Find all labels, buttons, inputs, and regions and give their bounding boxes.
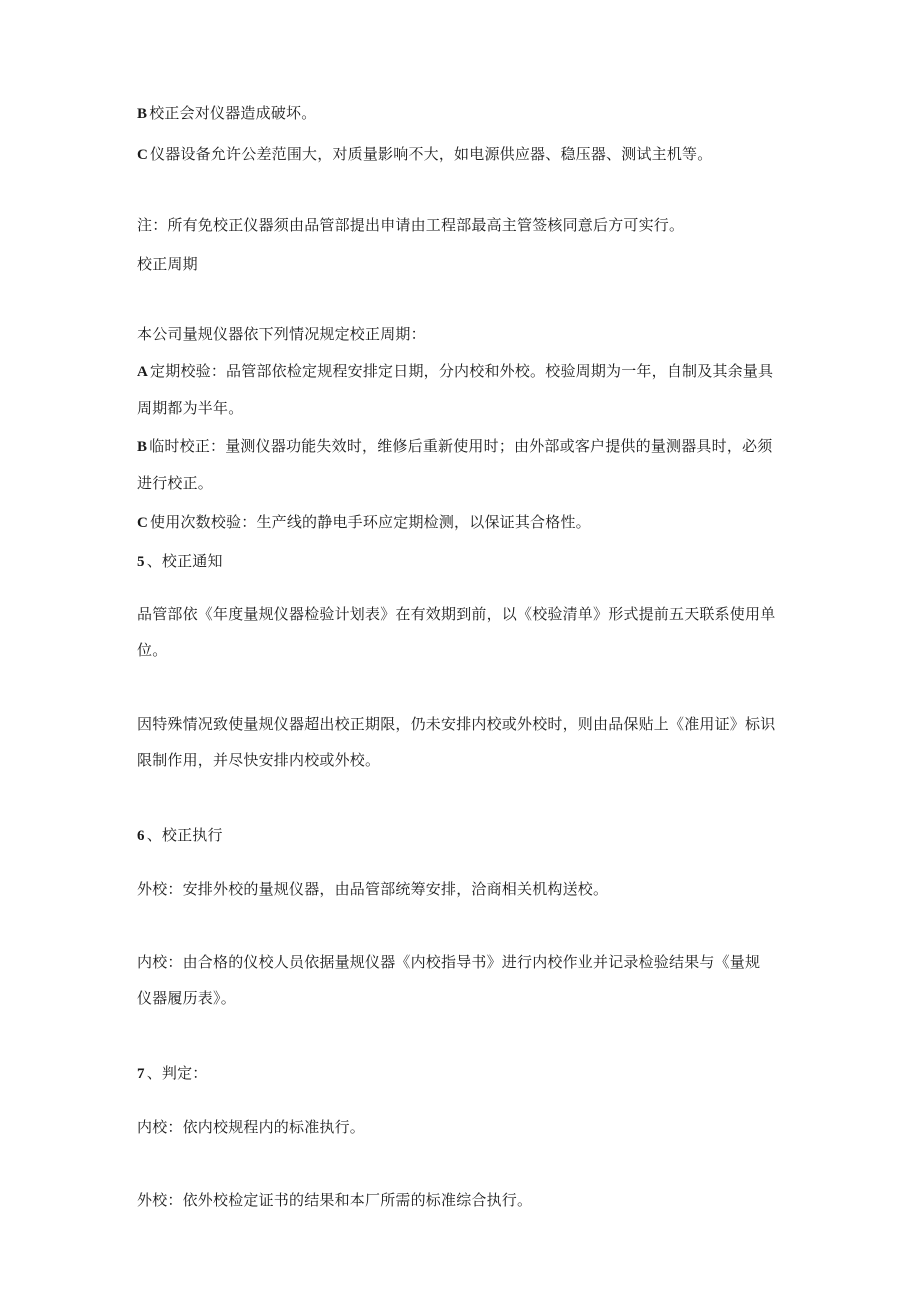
item-text: 仪器设备允许公差范围大，对质量影响不大，如电源供应器、稳压器、测试主机等。 xyxy=(150,145,713,163)
section-title: 、校正通知 xyxy=(146,552,223,570)
section-number: 6 xyxy=(137,828,145,844)
cycle-b-line2: 进行校正。 xyxy=(137,474,214,492)
cycle-b-line1 xyxy=(137,437,787,457)
item-marker: C xyxy=(137,515,149,531)
item-b-destructive xyxy=(137,104,787,124)
item-text: 校正会对仪器造成破坏。 xyxy=(149,104,317,122)
exec-internal-line1: 内校：由合格的仪校人员依据量规仪器《内校指导书》进行内校作业并记录检验结果与《量规 xyxy=(137,953,761,971)
judge-external: 外校：依外校检定证书的结果和本厂所需的标准综合执行。 xyxy=(137,1191,533,1209)
heading-calibration-cycle: 校正周期 xyxy=(137,255,198,273)
item-marker: A xyxy=(137,364,149,380)
item-text: 临时校正：量测仪器功能失效时，维修后重新使用时；由外部或客户提供的量测器具时，必须 xyxy=(149,437,773,455)
item-c-tolerance xyxy=(137,145,787,165)
section-number: 7 xyxy=(137,1066,145,1082)
note-exemption: 注：所有免校正仪器须由品管部提出申请由工程部最高主管签核同意后方可实行。 xyxy=(137,216,685,234)
cycle-a-line2: 周期都为半年。 xyxy=(137,399,244,417)
cycle-intro: 本公司量规仪器依下列情况规定校正周期： xyxy=(137,325,426,343)
item-marker: C xyxy=(137,147,149,163)
notice-p2-line2: 限制作用，并尽快安排内校或外校。 xyxy=(137,751,381,769)
section-5-heading xyxy=(137,552,787,572)
exec-internal-line2: 仪器履历表》。 xyxy=(137,989,236,1007)
notice-p1-line2: 位。 xyxy=(137,641,168,659)
section-6-heading xyxy=(137,826,787,846)
notice-p1-line1: 品管部依《年度量规仪器检验计划表》在有效期到前，以《校验清单》形式提前五天联系使用单 xyxy=(137,605,776,623)
item-text: 使用次数校验：生产线的静电手环应定期检测，以保证其合格性。 xyxy=(150,513,591,531)
item-marker: B xyxy=(137,439,148,455)
section-number: 5 xyxy=(137,554,145,570)
judge-internal: 内校：依内校规程内的标准执行。 xyxy=(137,1118,366,1136)
item-marker: B xyxy=(137,106,148,122)
section-7-heading xyxy=(137,1064,787,1084)
item-text: 定期校验：品管部依检定规程安排定日期，分内校和外校。校验周期为一年，自制及其余量具 xyxy=(150,362,774,380)
section-title: 、判定： xyxy=(146,1064,208,1082)
exec-external: 外校：安排外校的量规仪器，由品管部统筹安排，洽商相关机构送校。 xyxy=(137,880,609,898)
section-title: 、校正执行 xyxy=(146,826,223,844)
cycle-c xyxy=(137,513,787,533)
cycle-a-line1 xyxy=(137,362,787,382)
notice-p2-line1: 因特殊情况致使量规仪器超出校正期限，仍未安排内校或外校时，则由品保贴上《准用证》标识 xyxy=(137,715,776,733)
